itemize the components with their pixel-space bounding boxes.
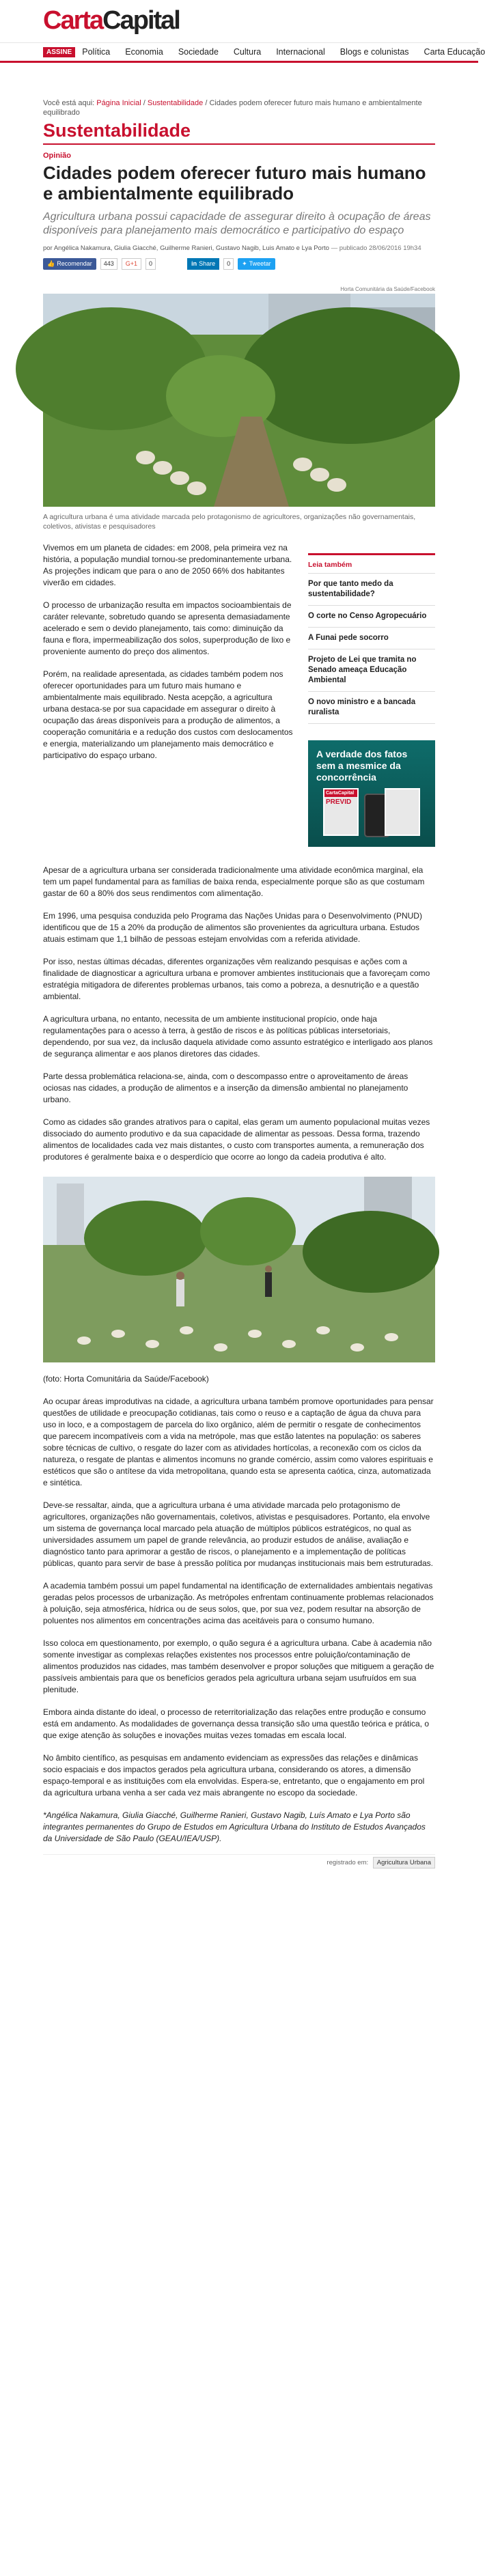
ad-tablet-image [385, 788, 420, 836]
related-article-link[interactable]: Por que tanto medo da sustentabilidade? [308, 574, 435, 606]
paragraph: Em 1996, uma pesquisa conduzida pelo Programa das Nações Unidas para o Desenvolvimento (PNUD) identificou que de 15 a 20% da produção de alimentos são provenientes da agricultura urbana. Estudos atuais estimam que 1,1 bilhão de pessoas estejam envolvidas com a referida atividade. [43, 911, 422, 944]
section-divider [43, 143, 435, 145]
paragraph: Por isso, nestas últimas décadas, diferentes organizações vêm realizando pesquisas e ações com a finalidade de diagnosticar a agricultura urbana e promover ambientes institucionais que a favoreçam como estratégia mitigadora de diferentes problemas urbanos, tais como a pobreza, a desnutrição e a questão ambiental. [43, 957, 430, 1001]
paragraph: Parte dessa problemática relaciona-se, ainda, com o descompasso entre o aproveitamento de áreas ociosas nas cidades, a produção de alimentos e a inserção da dimensão ambiental no planejamento urbano. [43, 1072, 408, 1104]
google-plus-count: 0 [146, 258, 156, 270]
nav-item-carta-educacao[interactable]: Carta Educação [424, 47, 485, 57]
linkedin-share-label: Share [199, 260, 216, 267]
article-subtitle: Agricultura urbana possui capacidade de assegurar direito à ocupação de áreas disponíveis para planejamento mais democrático e participativo do espaço [43, 211, 431, 236]
article-title: Cidades podem oferecer futuro mais humano e ambientalmente equilibrado [43, 163, 426, 204]
main-content [43, 98, 435, 1866]
paragraph: A academia também possui um papel fundamental na identificação de externalidades ambientais negativas geradas pelos processos de urbanização. As metrópoles enfrentam continuamente problemas relacionados à poluição, seja atmosférica, hídrica ou de seus solos, que, por sua vez, podem resultar na absorção de poluentes nos alimentos em concentrações acima das aceitáveis para o consumo humano. [43, 1581, 434, 1625]
sidebar [308, 553, 435, 847]
related-article-link[interactable]: O corte no Censo Agropecuário [308, 606, 435, 628]
twitter-tweet-label: Tweetar [249, 260, 271, 267]
nav-item-economia[interactable]: Economia [125, 47, 163, 57]
article-kicker[interactable]: Opinião [43, 152, 71, 160]
facebook-count: 443 [100, 258, 117, 270]
paragraph: Ao ocupar áreas improdutivas na cidade, a agricultura urbana também promove oportunidades para pensar questões de utilidade e preocupação cotidianas, tais como o reuso e a captação de água da chuva para uso in loco, e a compostagem de parcela do lixo orgânico, além de permitir o resgate de conhecimentos que parecem incompatíveis com a vida na metrópole, mas que estão latentes na população: os saberes sobre técnicas de cultivo, o resgate do lazer com as atividades hortícolas, a reconexão com os ciclos da natureza, o resgate de plantas e alimentos incomuns no grande comércio, assim como valores espirituais e estéticos que são o antítese da vida metropolitana, quando esta se apresenta caótica, cinza, automatizada e sintética. [43, 1397, 434, 1487]
logo-part-1: Carta [43, 6, 103, 35]
paragraph: Porém, na realidade apresentada, as cidades também podem nos oferecer oportunidades para um futuro mais humano e ambientalmente mais equilibrado. Nesta acepção, a agricultura urbana destaca-se por sua capacidade em assegurar o direito à ocupação das áreas disponíveis para a produção de alimentos, a cooperação comunitária e a redução dos custos com deslocamentos e energia, materializando um planejamento mais democrático e participativo do espaço urbano. [43, 669, 293, 760]
paragraph: No âmbito científico, as pesquisas em andamento evidenciam as expressões das relações e dinâmicas socio espaciais e dos impactos gerados pela agricultura urbana, considerando os atores, a dimensão espaço-temporal e as instituições com ela envolvidas. Espera-se, entretanto, que o engajamento em prol da agricultura urbana venha a ser cada vez mais abrangente no escopo da sociedade. [43, 1753, 425, 1797]
site-header [0, 0, 478, 42]
nav-item-politica[interactable]: Política [82, 47, 111, 57]
nav-item-internacional[interactable]: Internacional [276, 47, 325, 57]
section-title[interactable]: Sustentabilidade [43, 120, 191, 141]
ad-headline: A verdade dos fatos sem a mesmice da concorrência [316, 748, 408, 783]
linkedin-share-button[interactable] [187, 258, 219, 270]
nav-item-sociedade[interactable]: Sociedade [178, 47, 219, 57]
article-body [43, 542, 435, 1845]
paragraph: Como as cidades são grandes atrativos para o capital, elas geram um aumento populacional muitas vezes dissociado do aumento produtivo e da sua capacidade de alimentar as pessoas. Dessa forma, trazendo alimentos de localidades cada vez mais distantes, o custo com transportes aumenta, a remuneração dos produtores é geralmente baixa e o desperdício que ocorre ao longo da cadeia produtiva é alto. [43, 1117, 430, 1162]
breadcrumb [43, 98, 435, 117]
nav-assine-button[interactable]: ASSINE [43, 47, 75, 57]
thumbs-up-icon: 👍 [47, 260, 55, 267]
nav-item-cultura[interactable]: Cultura [233, 47, 262, 57]
breadcrumb-section-link[interactable]: Sustentabilidade [147, 99, 204, 107]
paragraph: Vivemos em um planeta de cidades: em 2008, pela primeira vez na história, a população mundial tornou-se predominantemente urbana. As projeções indicam que para o ano de 2050 66% dos habitantes viverão em cidades. [43, 543, 292, 587]
logo-part-2: Capital [102, 6, 180, 35]
ad-magazine-brand: CartaCapital [324, 789, 357, 797]
ad-magazine-title: PREVID [326, 798, 352, 806]
subscription-ad-banner[interactable] [308, 740, 435, 847]
tag-agricultura-urbana[interactable]: Agricultura Urbana [373, 1857, 435, 1868]
breadcrumb-prefix: Você está aqui: [43, 99, 95, 107]
facebook-recommend-button[interactable] [43, 258, 96, 270]
park-photo-illustration [43, 1177, 435, 1362]
linkedin-icon: in [191, 260, 197, 267]
article-photo-garden [43, 294, 435, 507]
nav-item-blogs[interactable]: Blogs e colunistas [340, 47, 409, 57]
site-logo[interactable] [43, 7, 478, 34]
article-tags [43, 1854, 435, 1866]
photo-caption: (foto: Horta Comunitária da Saúde/Facebook) [43, 1374, 209, 1384]
main-nav [0, 42, 485, 63]
tags-label: registrado em: [327, 1859, 369, 1866]
byline-date: — publicado 28/06/2016 19h34 [331, 244, 421, 252]
breadcrumb-home-link[interactable]: Página Inicial [96, 99, 141, 107]
share-bar [43, 257, 435, 270]
breadcrumb-current: Cidades podem oferecer futuro mais humano e ambientalmente equilibrado [43, 99, 422, 117]
twitter-tweet-button[interactable] [238, 258, 275, 270]
paragraph: Apesar de a agricultura urbana ser considerada tradicionalmente uma atividade econômica marginal, ela tem um papel fundamental para as famílias de baixa renda, especialmente porque são as que costumam gastar de 60 a 80% dos seus rendimentos com alimentação. [43, 865, 425, 898]
ad-magazine-cover [323, 788, 359, 836]
garden-photo-illustration [43, 294, 435, 507]
google-plus-button[interactable]: G+1 [122, 258, 141, 270]
facebook-recommend-label: Recomendar [57, 260, 92, 267]
breadcrumb-separator: / [143, 99, 146, 107]
twitter-bird-icon: ✦ [242, 260, 247, 267]
article-photo-park [43, 1177, 435, 1362]
related-article-link[interactable]: O novo ministro e a bancada ruralista [308, 692, 435, 724]
breadcrumb-separator: / [205, 99, 208, 107]
related-article-link[interactable]: A Funai pede socorro [308, 628, 435, 649]
authors-note: *Angélica Nakamura, Giulia Giacché, Guilherme Ranieri, Gustavo Nagib, Luís Amato e Lya Porto são integrantes permanentes do Grupo de Estudos em Agricultura Urbana do Instituto de Estudos Avançados da Universidade de São Paulo (GEAU/IEA/USP). [43, 1810, 426, 1843]
paragraph: Embora ainda distante do ideal, o processo de reterritorialização das relações entre produção e consumo está em andamento. As modalidades de governança dessa transição são uma questão teórica e prática, o que exige atenção às soluções e inovações muitas vezes tomadas em escala local. [43, 1707, 430, 1740]
article-byline [43, 244, 435, 252]
photo-credit: Horta Comunitária da Saúde/Facebook [340, 286, 435, 292]
related-articles [308, 553, 435, 724]
paragraph: A agricultura urbana, no entanto, necessita de um ambiente institucional propício, onde haja regulamentações para o acesso à terra, à gestão de riscos e às políticas públicas intersetoriais, dependendo, por sua vez, da inclusão daquela atividade como assunto estratégico e interligado aos planos de segurança alimentar e aos planos diretores das cidades. [43, 1014, 433, 1059]
paragraph: Isso coloca em questionamento, por exemplo, o quão segura é a agricultura urbana. Cabe à academia não somente investigar as complexas relações existentes nos processos entre poluição/contaminação de alimentos produzidos nas cidades, mas também desenvolver e propor soluções que mitiguem a geração de passíveis ambientais para que os benefícios gerados pela agricultura urbana sejam usufruídos em sua plenitude. [43, 1638, 434, 1694]
related-articles-heading: Leia também [308, 555, 435, 574]
photo-caption: A agricultura urbana é uma atividade marcada pelo protagonismo de agricultores, organizações não governamentais, coletivos, ativistas e pesquisadores [43, 513, 416, 531]
related-article-link[interactable]: Projeto de Lei que tramita no Senado ameaça Educação Ambiental [308, 649, 435, 692]
paragraph: Deve-se ressaltar, ainda, que a agricultura urbana é uma atividade marcada pelo protagonismo de agricultores, organizações não governamentais, coletivos, ativistas e pesquisadores. Portanto, ela envolve um sistema de governança local marcado pela atuação de múltiplos públicos estratégicos, no qual as universidades assumem um papel de grande relevância, ao produzir estudos de análise, avaliação e diagnóstico tanto para aprimorar a gestão de riscos, o planejamento e a implementação de políticas públicas, quanto para servir de base à pressão política por mudanças institucionais mais bem estruturadas. [43, 1500, 433, 1568]
byline-authors: por Angélica Nakamura, Giulia Giacché, Guilherme Ranieri, Gustavo Nagib, Luis Amato e Lya Porto [43, 244, 329, 252]
paragraph: O processo de urbanização resulta em impactos socioambientais de caráter relevante, sobretudo quando se apresenta demasiadamente acelerado e sem o devido planejamento, tais como: diminuição da fauna e flora, impermeabilização dos solos, superprodução de lixo e proveniente aumento do preço dos alimentos. [43, 600, 292, 656]
linkedin-count: 0 [223, 258, 234, 270]
